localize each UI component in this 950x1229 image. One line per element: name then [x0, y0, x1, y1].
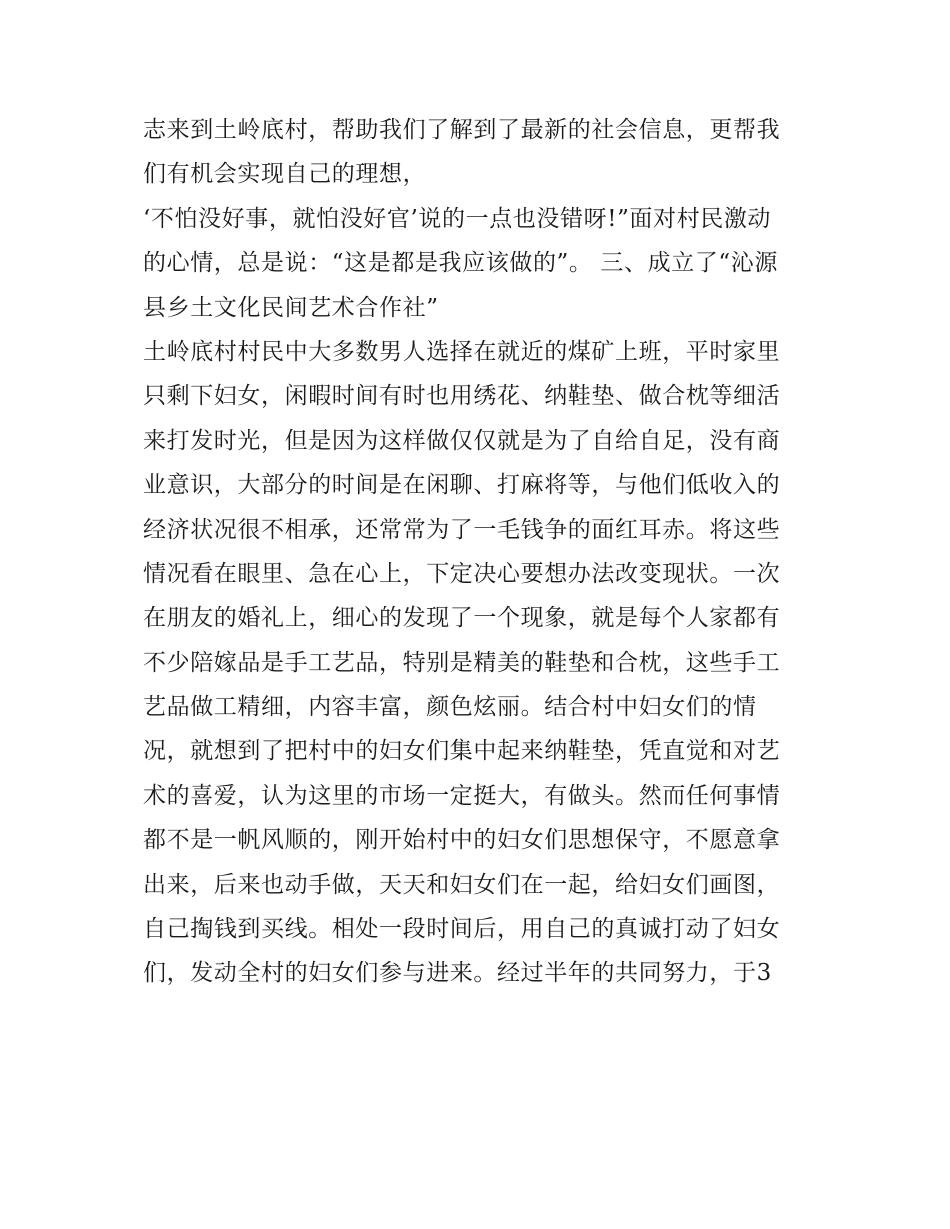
text-line: 只剩下妇女，闲暇时间有时也用绣花、纳鞋垫、做合枕等细活 [143, 383, 781, 410]
text-line: 志来到土岭底村，帮助我们了解到了最新的社会信息，更帮我 [143, 117, 781, 143]
text-line: 情况看在眼里、急在心上，下定决心要想办法改变现状。一次 [143, 560, 781, 587]
text-line: 经济状况很不相承，还常常为了一毛钱争的面红耳赤。将这些 [143, 516, 781, 543]
text-line: 们，发动全村的妇女们参与进来。经过半年的共同努力，于3 [143, 960, 772, 987]
text-line: 况，就想到了把村中的妇女们集中起来纳鞋垫，凭直觉和对艺 [143, 738, 781, 765]
text-line: 自己掏钱到买线。相处一段时间后，用自己的真诚打动了妇女 [143, 916, 781, 943]
text-line: 艺品做工精细，内容丰富，颜色炫丽。结合村中妇女们的情 [143, 694, 757, 721]
text-line: 在朋友的婚礼上，细心的发现了一个现象，就是每个人家都有 [143, 605, 781, 632]
text-line: 出来，后来也动手做，天天和妇女们在一起，给妇女们画图， [143, 871, 781, 898]
text-line: ‘不怕没好事，就怕没好官’说的一点也没错呀!”面对村民激动 [143, 205, 772, 232]
text-line: 术的喜爱，认为这里的市场一定挺大，有做头。然而任何事情 [143, 782, 781, 809]
text-line: 土岭底村村民中大多数男人选择在就近的煤矿上班，平时家里 [143, 338, 781, 365]
text-line: 们有机会实现自己的理想， [143, 161, 427, 188]
body-text [143, 108, 823, 996]
text-line: 来打发时光，但是因为这样做仅仅就是为了自给自足，没有商 [143, 427, 781, 454]
text-line: 县乡土文化民间艺术合作社” [143, 294, 439, 321]
text-line: 不少陪嫁品是手工艺品，特别是精美的鞋垫和合枕，这些手工 [143, 649, 781, 676]
text-line: 业意识，大部分的时间是在闲聊、打麻将等，与他们低收入的 [143, 472, 781, 499]
text-line: 都不是一帆风顺的，刚开始村中的妇女们思想保守，不愿意拿 [143, 827, 781, 854]
text-line: 的心情，总是说：“这是都是我应该做的”。 三、成立了“沁源 [143, 250, 778, 277]
